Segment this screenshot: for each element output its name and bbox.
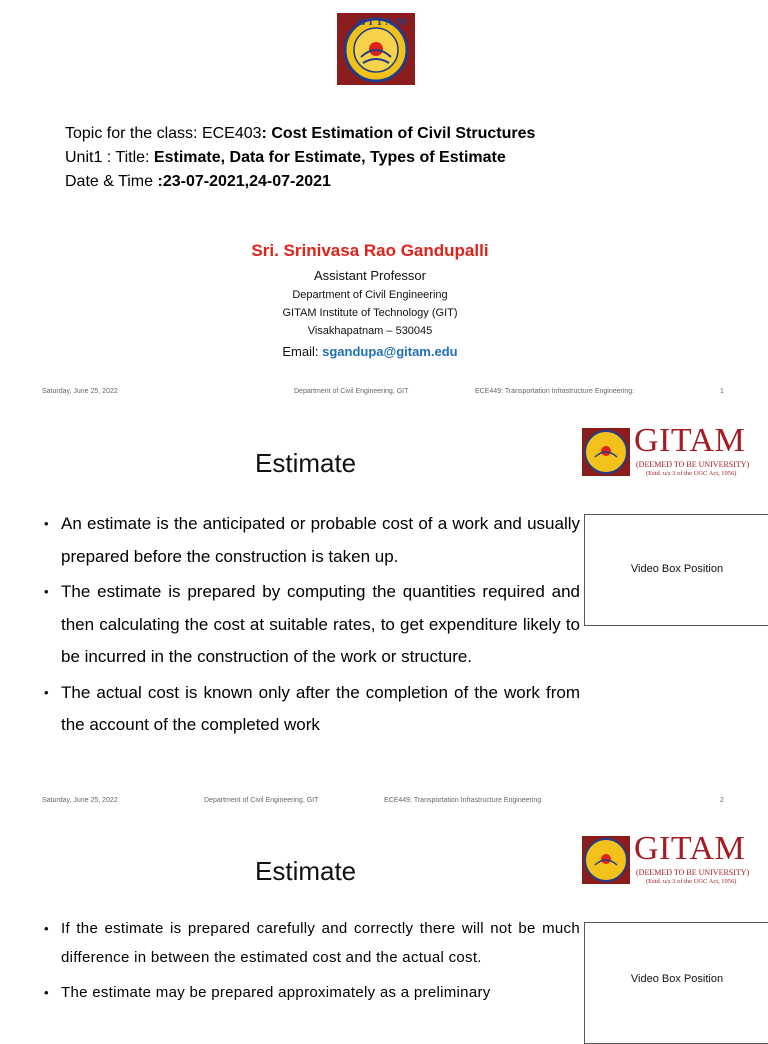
footer-page: 1	[720, 388, 724, 395]
presenter-name: Sri. Srinivasa Rao Gandupalli	[251, 241, 489, 260]
footer-course: ECE449: Transportation Infrastructure Engineering:	[475, 388, 635, 395]
gitam-seal-icon	[582, 428, 630, 476]
email-line	[0, 344, 740, 359]
gitam-seal-logo	[337, 13, 415, 85]
date-prefix: Date & Time	[65, 173, 158, 190]
video-box-label: Video Box Position	[630, 973, 724, 985]
city: Visakhapatnam – 530045	[307, 325, 433, 337]
logo-wordmark: GITAM	[634, 422, 746, 459]
seal-text: GITAM	[357, 16, 410, 28]
video-box-label: Video Box Position	[630, 563, 724, 575]
footer-page: 2	[720, 797, 724, 804]
logo-estd: (Estd. u/s 3 of the UGC Act, 1956)	[646, 878, 737, 885]
list-item: • The actual cost is known only after the completion of the work from the account of the completed work	[44, 677, 580, 742]
unit-prefix: Unit1 : Title:	[65, 149, 154, 166]
title-slide	[0, 0, 768, 410]
list-item: • The estimate may be prepared approximately as a preliminary	[44, 978, 580, 1007]
email-label: Email:	[282, 344, 323, 359]
estimate-slide-2	[0, 818, 768, 1024]
footer-dept: Department of Civil Engineering, GIT	[294, 388, 409, 395]
list-item: • If the estimate is prepared carefully and correctly there will not be much difference in between the estimated cost and the actual cost.	[44, 914, 580, 972]
institute: GITAM Institute of Technology (GIT)	[282, 307, 458, 319]
video-box	[584, 922, 768, 1044]
gitam-logo	[580, 422, 760, 484]
list-item: • An estimate is the anticipated or probable cost of a work and usually prepared before the construction is taken up.	[44, 508, 580, 573]
email-link[interactable]: sgandupa@gitam.edu	[322, 344, 458, 359]
logo-subtitle: (DEEMED TO BE UNIVERSITY)	[636, 868, 750, 877]
gitam-logo	[580, 830, 760, 892]
logo-subtitle: (DEEMED TO BE UNIVERSITY)	[636, 460, 750, 469]
estimate-slide-1	[0, 410, 768, 818]
slide-title: Estimate	[255, 856, 357, 886]
list-item: • The estimate is prepared by computing the quantities required and then calculating the cost at suitable rates, to get expenditure likely to be incurred in the construction of the work or structure.	[44, 576, 580, 674]
topic-prefix: Topic for the class: ECE403	[65, 125, 262, 142]
logo-wordmark: GITAM	[634, 830, 746, 867]
footer-date: Saturday, June 25, 2022	[42, 797, 118, 804]
topic-line	[65, 122, 535, 146]
unit-title: Estimate, Data for Estimate, Types of Estimate	[153, 149, 506, 166]
bullet-list	[44, 508, 580, 742]
topic-title: : Cost Estimation of Civil Structures	[261, 125, 536, 142]
footer-date: Saturday, June 25, 2022	[42, 388, 118, 395]
footer-course: ECE449: Transportation Infrastructure Engineering	[384, 797, 542, 804]
video-box	[584, 514, 768, 626]
footer-dept: Department of Civil Engineering, GIT	[204, 797, 319, 804]
designation: Assistant Professor	[314, 268, 426, 283]
bullet-list	[44, 914, 580, 1007]
gitam-seal-icon	[582, 836, 630, 884]
date-line	[65, 170, 331, 194]
logo-estd: (Estd. u/s 3 of the UGC Act, 1956)	[646, 470, 737, 477]
unit-line	[65, 146, 506, 170]
date-value: :23-07-2021,24-07-2021	[157, 173, 331, 190]
slide-title: Estimate	[255, 448, 357, 478]
department: Department of Civil Engineering	[292, 289, 448, 301]
